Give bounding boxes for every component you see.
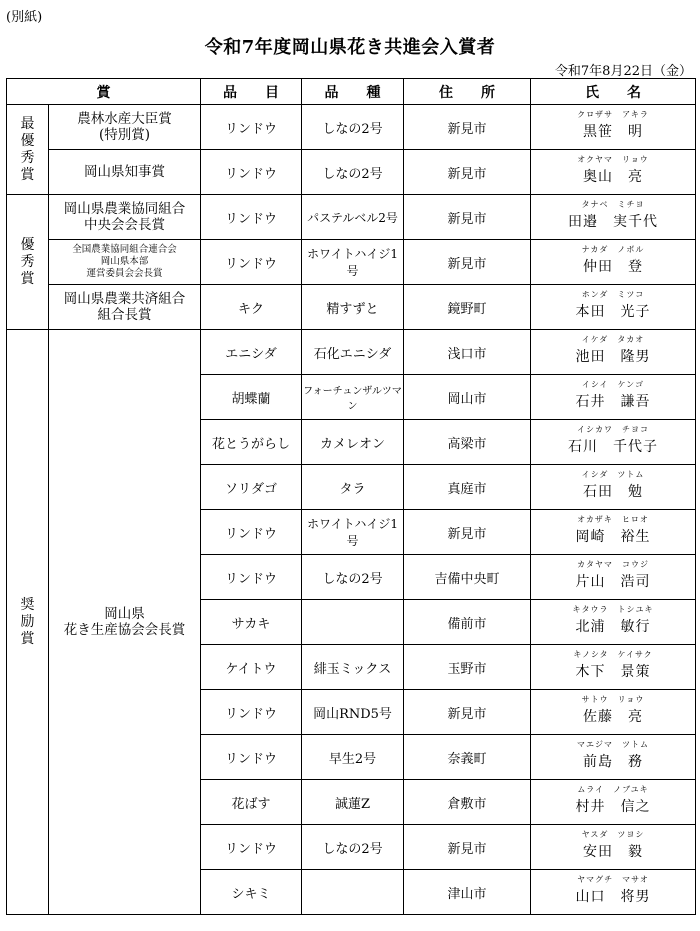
name-reading: ナカダ ノボル <box>581 245 645 254</box>
name-reading: ホンダ ミツコ <box>581 290 645 299</box>
person-name: 山口 将男 <box>575 889 651 905</box>
item-cell: 花ばす <box>201 780 302 825</box>
item-cell: 胡蝶蘭 <box>201 375 302 420</box>
name-reading: キタウラ トシユキ <box>572 605 654 614</box>
name-cell <box>531 285 696 330</box>
name-reading: キノシタ ケイサク <box>573 650 653 659</box>
column-header-address: 住 所 <box>404 79 531 105</box>
item-cell: リンドウ <box>201 105 302 150</box>
address-cell: 浅口市 <box>404 330 531 375</box>
variety-cell: しなの2号 <box>302 825 404 870</box>
address-cell: 備前市 <box>404 600 531 645</box>
name-reading: タナベ ミチヨ <box>581 200 645 209</box>
address-cell: 新見市 <box>404 240 531 285</box>
name-cell <box>531 240 696 285</box>
item-cell: ケイトウ <box>201 645 302 690</box>
name-cell <box>531 780 696 825</box>
name-reading: オクヤマ リョウ <box>577 155 649 164</box>
name-cell <box>531 645 696 690</box>
table-row <box>7 285 696 330</box>
person-name: 奥山 亮 <box>583 169 643 185</box>
name-reading: マエジマ ツトム <box>577 740 649 749</box>
person-name: 池田 隆男 <box>575 349 651 365</box>
award-zennoh: 全国農業協同組合連合会 岡山県本部 運営委員会会長賞 <box>49 240 201 285</box>
name-cell <box>531 690 696 735</box>
address-cell: 奈義町 <box>404 735 531 780</box>
name-cell <box>531 555 696 600</box>
item-cell: リンドウ <box>201 825 302 870</box>
person-name: 片山 浩司 <box>575 574 651 590</box>
address-cell: 津山市 <box>404 870 531 915</box>
variety-cell: パステルベル2号 <box>302 195 404 240</box>
person-name: 石川 千代子 <box>568 439 658 455</box>
person-name: 岡崎 裕生 <box>575 529 651 545</box>
category-top-award: 最 優 秀 賞 <box>7 105 49 195</box>
address-cell: 新見市 <box>404 825 531 870</box>
variety-cell: しなの2号 <box>302 555 404 600</box>
address-cell: 新見市 <box>404 510 531 555</box>
item-cell: ソリダゴ <box>201 465 302 510</box>
award-flower-association: 岡山県 花き生産協会会長賞 <box>49 330 201 915</box>
table-row <box>7 150 696 195</box>
variety-cell: タラ <box>302 465 404 510</box>
address-cell: 高梁市 <box>404 420 531 465</box>
column-header-variety: 品 種 <box>302 79 404 105</box>
variety-cell <box>302 600 404 645</box>
name-reading: イシイ ケンゴ <box>581 380 645 389</box>
name-reading: クロザサ アキラ <box>577 110 649 119</box>
item-cell: エニシダ <box>201 330 302 375</box>
name-cell <box>531 870 696 915</box>
award-minister: 農林水産大臣賞 (特別賞) <box>49 105 201 150</box>
name-reading: オカザキ ヒロオ <box>577 515 649 524</box>
variety-cell: 緋玉ミックス <box>302 645 404 690</box>
person-name: 佐藤 亮 <box>583 709 643 725</box>
item-cell: キク <box>201 285 302 330</box>
person-name: 黒笹 明 <box>583 124 643 140</box>
variety-cell: ホワイトハイジ1号 <box>302 510 404 555</box>
name-cell <box>531 510 696 555</box>
name-reading: ヤマグチ マサオ <box>577 875 649 884</box>
category-encouragement-award: 奨 励 賞 <box>7 330 49 915</box>
item-cell: リンドウ <box>201 735 302 780</box>
column-header-item: 品 目 <box>201 79 302 105</box>
address-cell: 新見市 <box>404 150 531 195</box>
item-cell: リンドウ <box>201 555 302 600</box>
person-name: 仲田 登 <box>583 259 643 275</box>
person-name: 安田 毅 <box>583 844 643 860</box>
variety-cell: 精すずと <box>302 285 404 330</box>
item-cell: 花とうがらし <box>201 420 302 465</box>
person-name: 北浦 敏行 <box>575 619 651 635</box>
person-name: 前島 務 <box>583 754 643 770</box>
award-table <box>6 78 696 915</box>
person-name: 本田 光子 <box>575 304 651 320</box>
person-name: 村井 信之 <box>575 799 651 815</box>
variety-cell <box>302 870 404 915</box>
document-date: 令和7年8月22日（金） <box>554 64 692 79</box>
table-row <box>7 105 696 150</box>
name-cell <box>531 420 696 465</box>
name-reading: イシカワ チヨコ <box>577 425 649 434</box>
name-cell <box>531 465 696 510</box>
attachment-note: (別紙) <box>6 10 43 25</box>
award-governor: 岡山県知事賞 <box>49 150 201 195</box>
variety-cell: しなの2号 <box>302 105 404 150</box>
person-name: 石井 謙吾 <box>575 394 651 410</box>
variety-cell: 誠蓮Z <box>302 780 404 825</box>
name-cell <box>531 735 696 780</box>
name-reading: カタヤマ コウジ <box>577 560 649 569</box>
address-cell: 新見市 <box>404 105 531 150</box>
name-reading: サトウ リョウ <box>581 695 645 704</box>
item-cell: リンドウ <box>201 150 302 195</box>
name-cell <box>531 600 696 645</box>
variety-cell: 石化エニシダ <box>302 330 404 375</box>
name-reading: ムライ ノブユキ <box>577 785 649 794</box>
variety-cell: カメレオン <box>302 420 404 465</box>
name-cell <box>531 195 696 240</box>
item-cell: リンドウ <box>201 510 302 555</box>
name-cell <box>531 330 696 375</box>
table-header-row <box>7 79 696 105</box>
column-header-award: 賞 <box>7 79 201 105</box>
address-cell: 岡山市 <box>404 375 531 420</box>
address-cell: 鏡野町 <box>404 285 531 330</box>
name-reading: イシダ ツトム <box>581 470 645 479</box>
address-cell: 真庭市 <box>404 465 531 510</box>
item-cell: サカキ <box>201 600 302 645</box>
item-cell: シキミ <box>201 870 302 915</box>
variety-cell: フォーチュンザルツマン <box>302 375 404 420</box>
document-title: 令和7年度岡山県花き共進会入賞者 <box>204 37 496 58</box>
address-cell: 新見市 <box>404 195 531 240</box>
name-cell <box>531 150 696 195</box>
name-cell <box>531 105 696 150</box>
award-mutual-aid: 岡山県農業共済組合 組合長賞 <box>49 285 201 330</box>
table-row <box>7 195 696 240</box>
category-excellence-award: 優 秀 賞 <box>7 195 49 330</box>
item-cell: リンドウ <box>201 240 302 285</box>
address-cell: 新見市 <box>404 690 531 735</box>
person-name: 田邉 実千代 <box>568 214 658 230</box>
name-reading: ヤスダ ツヨシ <box>581 830 645 839</box>
variety-cell: 早生2号 <box>302 735 404 780</box>
variety-cell: しなの2号 <box>302 150 404 195</box>
table-row <box>7 240 696 285</box>
variety-cell: 岡山RND5号 <box>302 690 404 735</box>
name-reading: イケダ タカオ <box>581 335 645 344</box>
name-cell <box>531 375 696 420</box>
address-cell: 吉備中央町 <box>404 555 531 600</box>
address-cell: 倉敷市 <box>404 780 531 825</box>
table-row <box>7 330 696 375</box>
item-cell: リンドウ <box>201 690 302 735</box>
person-name: 木下 景策 <box>575 664 651 680</box>
name-cell <box>531 825 696 870</box>
variety-cell: ホワイトハイジ1号 <box>302 240 404 285</box>
person-name: 石田 勉 <box>583 484 643 500</box>
item-cell: リンドウ <box>201 195 302 240</box>
award-ja-central: 岡山県農業協同組合 中央会会長賞 <box>49 195 201 240</box>
column-header-name: 氏 名 <box>531 79 696 105</box>
address-cell: 玉野市 <box>404 645 531 690</box>
